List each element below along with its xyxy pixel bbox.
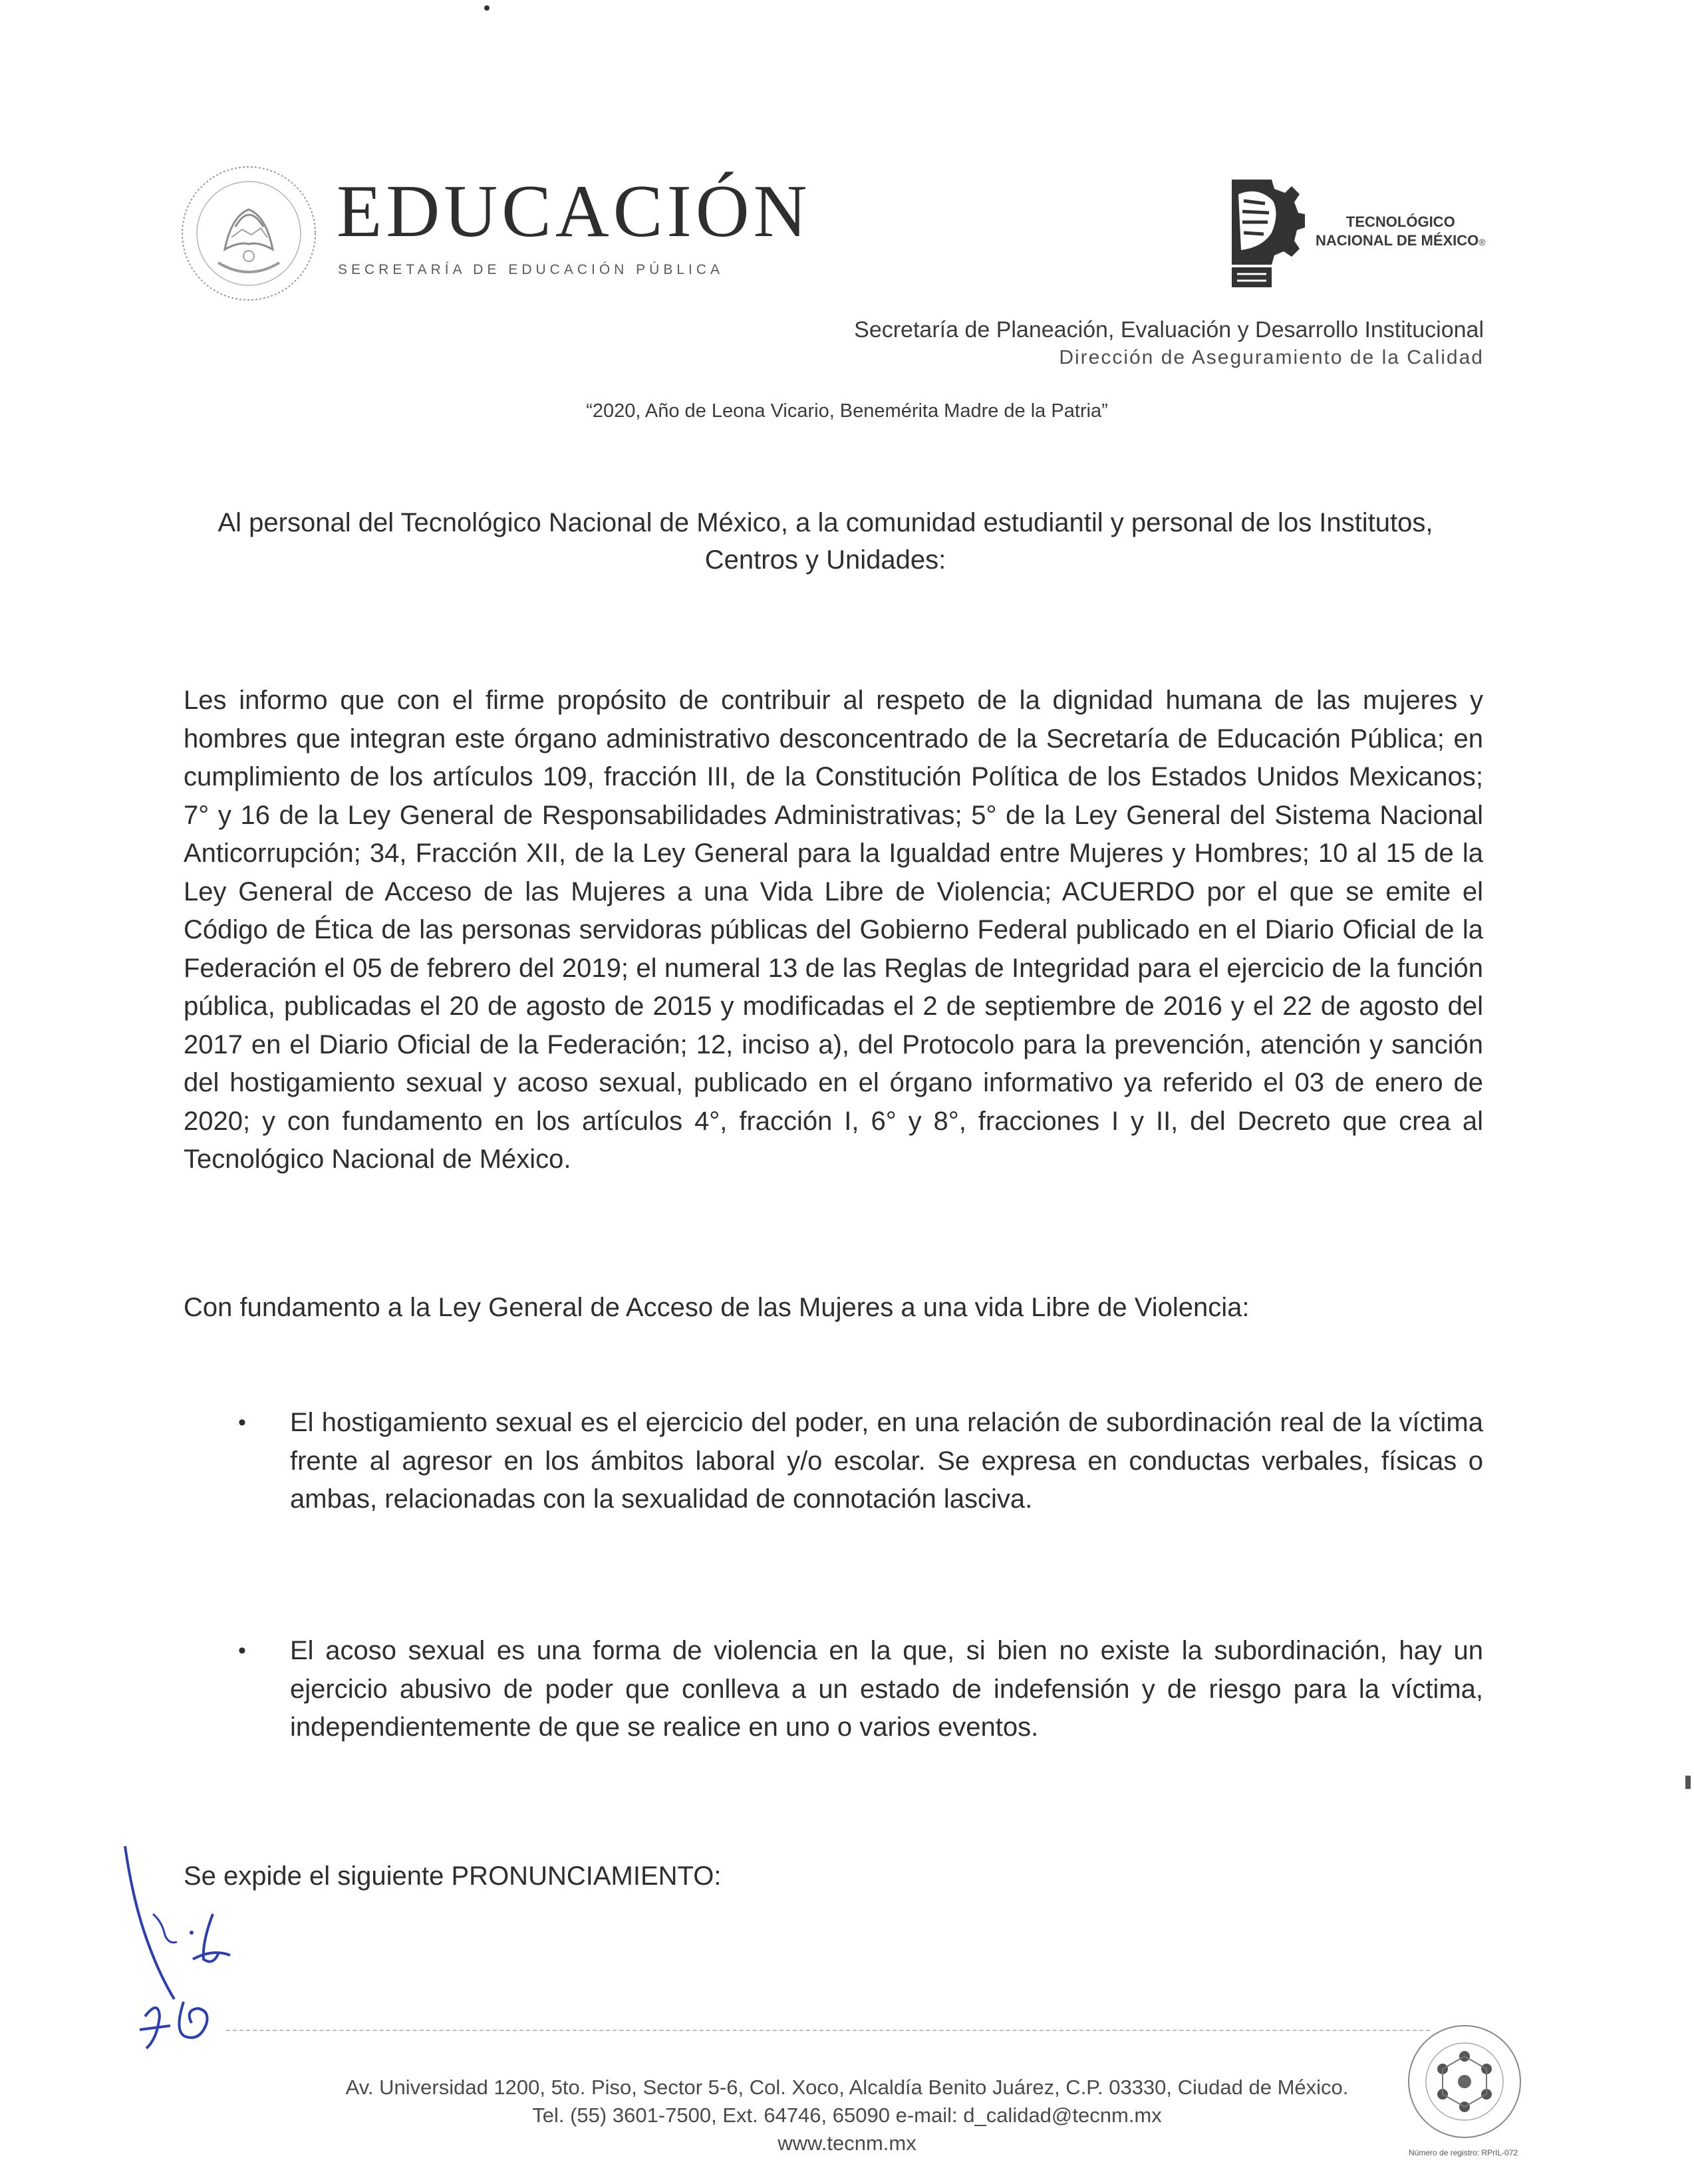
footer-contact: Tel. (55) 3601-7500, Ext. 64746, 65090 e-mail: d_calidad@tecnm.mx: [532, 2104, 1162, 2127]
sep-title: EDUCACIÓN: [337, 170, 811, 253]
tecnm-line1: TECNOLÓGICO: [1345, 213, 1455, 230]
department-sub: Dirección de Aseguramiento de la Calidad: [1059, 346, 1484, 369]
closing-statement: Se expide el siguiente PRONUNCIAMIENTO:: [184, 1861, 722, 1891]
bullet-item-hostigamiento: El hostigamiento sexual es el ejercicio del poder, en una relación de subordinación real de la víctima frente al agresor en los ámbitos laboral y/o escolar. Se expresa en conductas verbales, físicas o ambas, relacionadas con la sexualidad de connotación lasciva.: [290, 1408, 1483, 1514]
department-header: [854, 315, 1484, 370]
norma-igualdad-laboral-seal-icon: [1405, 2022, 1524, 2141]
year-motto: “2020, Año de Leona Vicario, Benemérita Madre de la Patria”: [586, 400, 1108, 422]
mexican-coat-of-arms-icon: [178, 163, 319, 304]
body-paragraph-1: Les informo que con el firme propósito de contribuir al respeto de la dignidad humana de las mujeres y hombres que integran este órgano administrativo desconcentrado de la Secretaría de Educación Pública; en cumplimiento de los artículos 109, fracción III, de la Constitución Política de los Estados Unidos Mexicanos; 7° y 16 de la Ley General de Responsabilidades Administrativas; 5° de la Ley General del Sistema Nacional Anticorrupción; 34, Fracción XII, de la Ley General para la Igualdad entre Mujeres y Hombres; 10 al 15 de la Ley General de Acceso de las Mujeres a una Vida Libre de Violencia; ACUERDO por el que se emite el Código de Ética de las personas servidoras públicas del Gobierno Federal publicado en el Diario Oficial de la Federación el 05 de febrero del 2019; el numeral 13 de las Reglas de Integridad para el ejercicio de la función pública, publicadas el 20 de agosto de 2015 y modificadas el 2 de septiembre de 2016 y el 22 de agosto del 2017 en el Diario Oficial de la Federación; 12, inciso a), del Protocolo para la prevención, atención y sanción del hostigamiento sexual y acoso sexual, publicado en el órgano informativo ya referido el 03 de enero de 2020; y con fundamento en los artículos 4°, fracción I, 6° y 8°, fracciones I y II, del Decreto que crea al Tecnológico Nacional de México.: [184, 686, 1483, 1174]
body-paragraph-2: Con fundamento a la Ley General de Acceso de las Mujeres a una vida Libre de Violencia:: [184, 1293, 1250, 1322]
bullet-marker: •: [238, 1410, 246, 1435]
footer-divider: [226, 2030, 1430, 2031]
tecnm-name: [1316, 213, 1486, 249]
scan-artifact-edge: [1685, 1776, 1691, 1789]
handwritten-initials-signature: [113, 1842, 253, 2068]
tecnm-gear-logo-icon: [1225, 174, 1305, 291]
tecnm-line2: NACIONAL DE MÉXICO®: [1316, 231, 1486, 249]
scan-artifact-dot: [484, 5, 490, 11]
bullet-item-acoso: El acoso sexual es una forma de violencia en la que, si bien no existe la subordinación, hay un ejercicio abusivo de poder que conlleva a un estado de indefensión y de riesgo para la víctima, independientemente de que se realice en uno o varios eventos.: [290, 1636, 1483, 1742]
footer-address: Av. Universidad 1200, 5to. Piso, Sector 5-6, Col. Xoco, Alcaldía Benito Juárez, C.P. 03330, Ciudad de México.: [345, 2076, 1349, 2099]
addressee: Al personal del Tecnológico Nacional de México, a la comunidad estudiantil y personal de los Institutos, Centros y Unidades:: [217, 508, 1433, 575]
sep-subtitle: SECRETARÍA DE EDUCACIÓN PÚBLICA: [338, 262, 724, 277]
department-main: Secretaría de Planeación, Evaluación y Desarrollo Institucional: [854, 317, 1484, 342]
registered-mark: ®: [1479, 236, 1486, 247]
bullet-marker: •: [238, 1638, 246, 1663]
footer-website: www.tecnm.mx: [777, 2131, 917, 2155]
certification-registration: Número de registro: RPrIL-072: [1409, 2148, 1518, 2157]
